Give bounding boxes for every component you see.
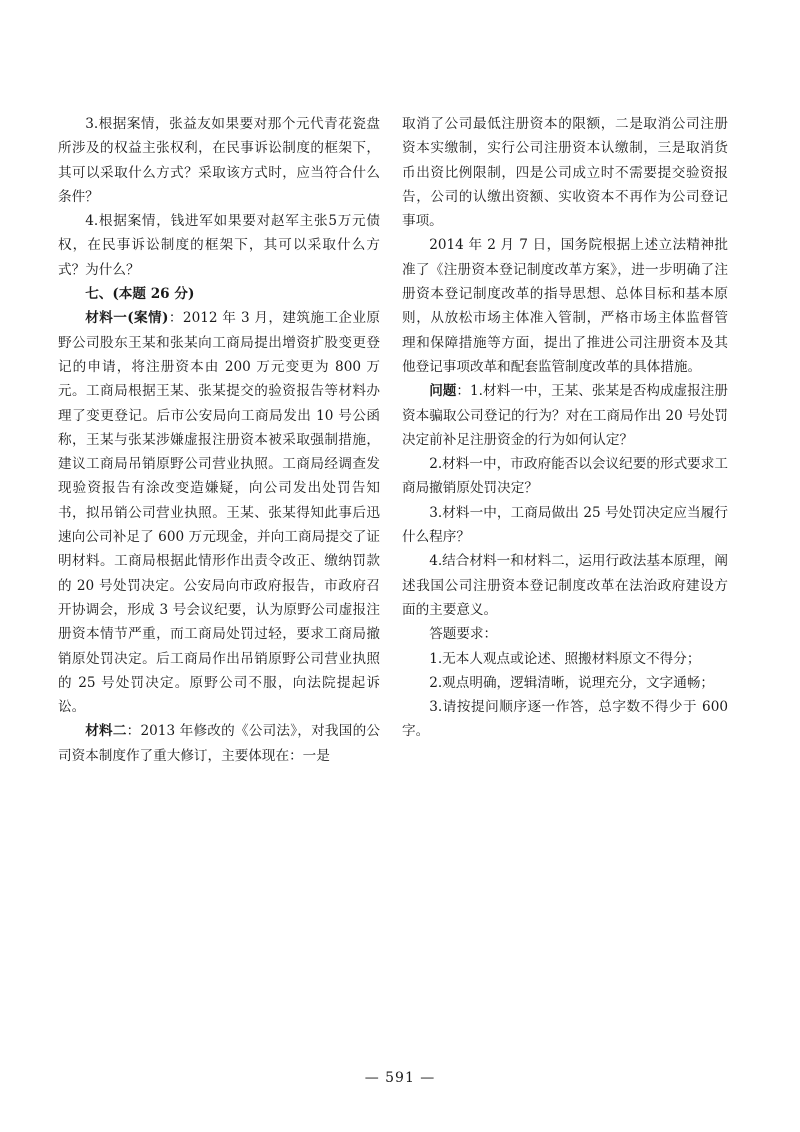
left-column [58, 112, 380, 768]
requirements-title: 答题要求： [429, 626, 498, 643]
question-block-2: 2.材料一中，市政府能否以会议纪要的形式要求工商局撤销原处罚决定？ [402, 456, 728, 497]
page-number: — 591 — [364, 1070, 436, 1086]
section-title: 七、(本题 26 分) [85, 286, 195, 303]
question-block-1 [402, 379, 728, 452]
requirement-3: 3.请按提问顺序逐一作答，总字数不得少于 600 字。 [402, 699, 728, 740]
question-block-3: 3.材料一中，工商局做出 25 号处罚决定应当履行什么程序？ [402, 504, 728, 546]
requirement-1: 1.无本人观点或论述、照搬材料原文不得分； [429, 650, 701, 667]
material-2-continued: 取消了公司最低注册资本的限额，二是取消公司注册资本实缴制，实行公司注册资本认缴制，三是取消货币出资比例限制，四是公司成立时不需要提交验资报告，公司的认缴出资额、实收资本不再作为公司登记事项。 [402, 116, 728, 230]
requirement-2: 2.观点明确，逻辑清晰，说理充分，文字通畅； [429, 674, 715, 691]
paragraph-2014: 2014 年 2 月 7 日，国务院根据上述立法精神批准了《注册资本登记制度改革方案》，进一步明确了注册资本登记制度改革的指导思想、总体目标和基本原则，从放松市场主体准入管制，严格市场主体监督管理和保障措施等方面，提出了推进公司注册资本及其他登记事项改革和配套监管制度改革的具体措施。 [402, 237, 728, 375]
question-3: 3.根据案情，张益友如果要对那个元代青花瓷盘所涉及的权益主张权利，在民事诉讼制度的框架下，其可以采取什么方式？采取该方式时，应当符合什么条件？ [58, 116, 380, 205]
question-4: 4.根据案情，钱进军如果要对赵军主张5万元债权，在民事诉讼制度的框架下，其可以采取什么方式？为什么？ [58, 213, 380, 278]
material-2-label: 材料二 [85, 723, 127, 740]
material-1 [58, 306, 380, 719]
material-1-label: 材料一(案情) [85, 310, 169, 327]
material-1-text: ：2012 年 3 月，建筑施工企业原野公司股东王某和张某向工商局提出增资扩股变更登记的申请，将注册资本由 200 万元变更为 800 万元。工商局根据王某、张某提交的验资报告等材料办理了变更登记。后市公安局向工商局发出 10 号公函称，王某与张某涉嫌虚报注册资本被采取强制措施，建议工商局吊销原野公司营业执照。工商局经调查发现验资报告有涂改变造嫌疑，向公司发出处罚告知书，拟吊销公司营业执照。王某、张某得知此事后迅速向公司补足了 600 万元现金，并向工商局提交了证明材料。工商局根据此情形作出责令改正、缴纳罚款的 20 号处罚决定。公安局向市政府报告，市政府召开协调会，形成 3 号会议纪要，认为原野公司虚报注册资本情节严重，而工商局处罚过轻，要求工商局撤销原处罚决定。后工商局作出吊销原野公司营业执照的 25 号处罚决定。原野公司不服，向法院提起诉讼。 [58, 310, 380, 716]
question-label: 问题 [429, 383, 457, 400]
question-1-text: ：1.材料一中，王某、张某是否构成虚报注册资本骗取公司登记的行为？对在工商局作出 20 号处罚决定前补足注册资金的行为如何认定？ [402, 383, 729, 448]
material-2-text: ：2013 年修改的《公司法》，对我国的公司资本制度作了重大修订，主要体现在：一是 [58, 723, 380, 764]
right-column [402, 112, 728, 744]
question-block-4: 4.结合材料一和材料二，运用行政法基本原理，阐述我国公司注册资本登记制度改革在法治政府建设方面的主要意义。 [402, 553, 728, 618]
material-2 [58, 719, 380, 768]
